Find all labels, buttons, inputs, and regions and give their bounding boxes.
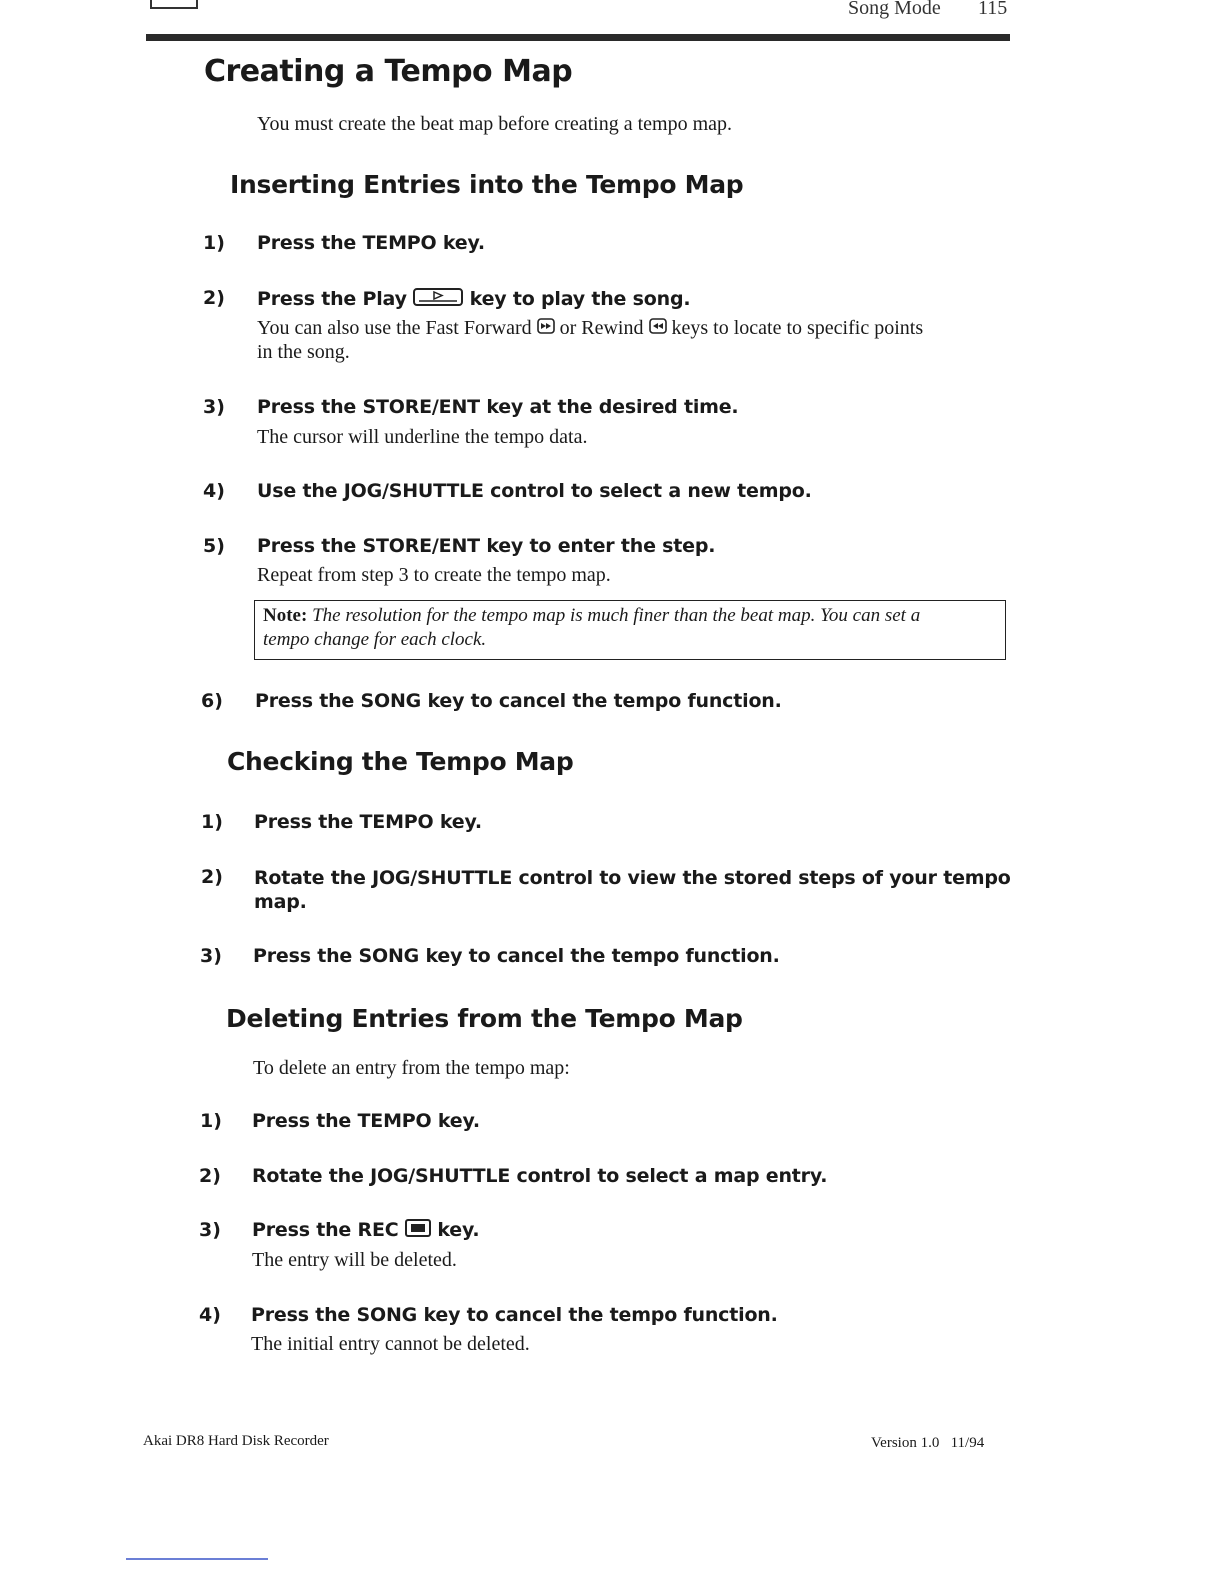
step-number: 3) — [203, 396, 225, 418]
step-text — [254, 866, 1011, 914]
step-number: 1) — [200, 1110, 222, 1132]
bottom-accent-line — [126, 1558, 268, 1560]
step-text: Press the TEMPO key. — [257, 232, 485, 254]
step-text: Press the SONG key to cancel the tempo function. — [253, 945, 780, 967]
step-text: Use the JOG/SHUTTLE control to select a new tempo. — [257, 480, 812, 502]
header-page-number: 115 — [978, 0, 1008, 19]
detail-part: keys to locate to specific points — [671, 317, 924, 339]
note-text: The resolution for the tempo map is much finer than the beat map. You can set a — [312, 605, 921, 626]
section-intro: To delete an entry from the tempo map: — [253, 1057, 570, 1079]
header-section: Song Mode — [848, 0, 941, 19]
step-number: 2) — [199, 1165, 221, 1187]
step-text-line: Rotate the JOG/SHUTTLE control to view the stored steps of your tempo — [254, 867, 1011, 889]
step-text: Press the STORE/ENT key to enter the step. — [257, 535, 716, 557]
detail-part: You can also use the Fast Forward — [257, 317, 532, 339]
step-detail: The entry will be deleted. — [252, 1249, 457, 1271]
step-number: 3) — [199, 1219, 221, 1241]
step-text: Press the TEMPO key. — [254, 811, 482, 833]
step-text — [257, 287, 690, 312]
header-rule — [146, 34, 1010, 41]
step-text-after: key. — [437, 1219, 480, 1241]
step-detail: The cursor will underline the tempo data. — [257, 426, 588, 448]
step-text-before: Press the Play — [257, 288, 407, 310]
dr8-logo — [150, 0, 198, 9]
step-number: 4) — [203, 480, 225, 502]
rewind-key-icon — [649, 317, 667, 341]
fast-forward-key-icon — [537, 317, 555, 341]
step-text-after: key to play the song. — [469, 288, 691, 310]
note-text: tempo change for each clock. — [263, 629, 487, 650]
step-number: 1) — [201, 811, 223, 833]
intro-text: You must create the beat map before creating a tempo map. — [257, 113, 733, 135]
step-text-line: map. — [254, 891, 307, 913]
step-text: Press the SONG key to cancel the tempo function. — [255, 690, 782, 712]
play-key-icon — [413, 287, 463, 312]
step-number: 5) — [203, 535, 225, 557]
step-number: 3) — [200, 945, 222, 967]
step-detail: Repeat from step 3 to create the tempo map. — [257, 564, 611, 586]
section-heading-inserting: Inserting Entries into the Tempo Map — [230, 170, 744, 199]
step-number: 2) — [203, 287, 225, 309]
step-text: Press the SONG key to cancel the tempo function. — [251, 1304, 778, 1326]
step-detail: The initial entry cannot be deleted. — [251, 1333, 530, 1355]
step-text — [252, 1219, 479, 1242]
step-text: Rotate the JOG/SHUTTLE control to select a map entry. — [252, 1165, 828, 1187]
step-number: 6) — [201, 690, 223, 712]
step-detail: in the song. — [257, 341, 350, 363]
section-heading-deleting: Deleting Entries from the Tempo Map — [226, 1004, 743, 1033]
page-title: Creating a Tempo Map — [204, 54, 573, 89]
step-number: 2) — [201, 866, 223, 888]
footer-right: Version 1.0 11/94 — [871, 1435, 985, 1451]
section-heading-checking: Checking the Tempo Map — [227, 747, 574, 776]
step-number: 4) — [199, 1304, 221, 1326]
note-label: Note: — [263, 605, 308, 626]
note-box — [254, 600, 1006, 660]
step-detail — [257, 316, 923, 341]
rec-key-icon — [405, 1219, 431, 1242]
step-text-before: Press the REC — [252, 1219, 399, 1241]
step-number: 1) — [203, 232, 225, 254]
step-text: Press the TEMPO key. — [252, 1110, 480, 1132]
step-text: Press the STORE/ENT key at the desired time. — [257, 396, 739, 418]
detail-part: or Rewind — [559, 317, 644, 339]
footer-left: Akai DR8 Hard Disk Recorder — [143, 1433, 329, 1449]
